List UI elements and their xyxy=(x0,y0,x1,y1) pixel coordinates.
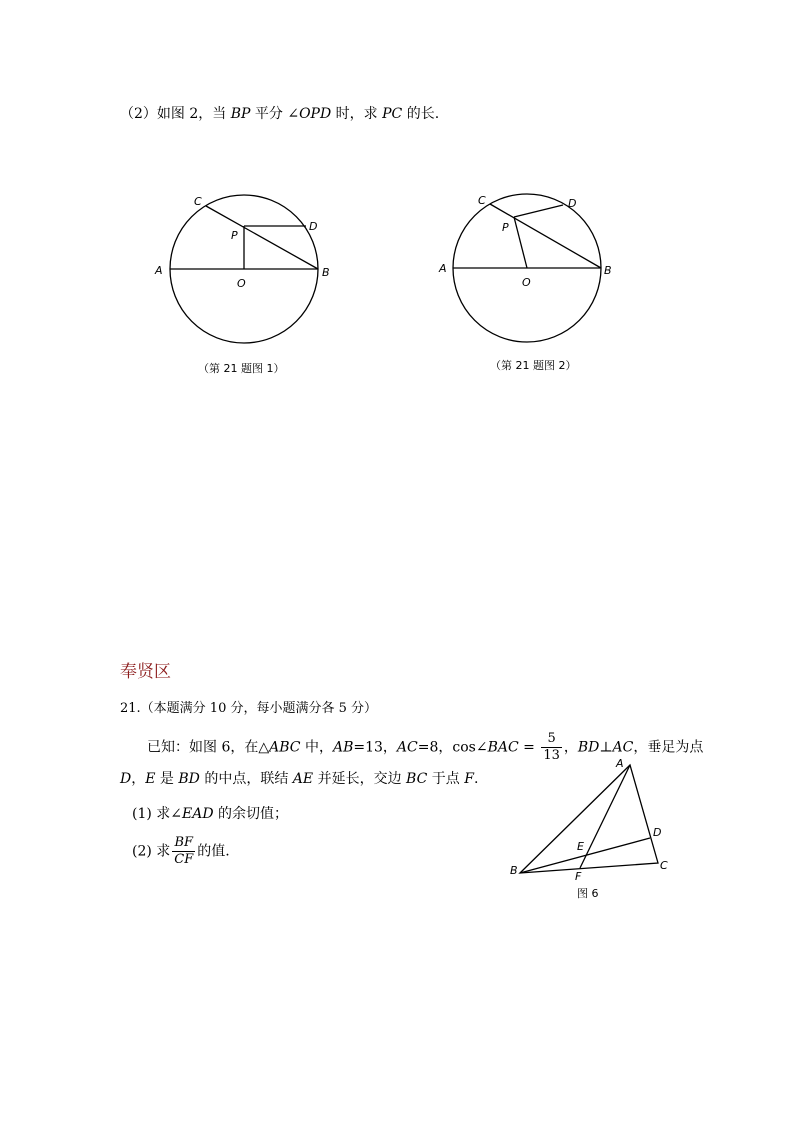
cos-fraction-denominator: 13 xyxy=(543,748,560,763)
figure-6-caption: 图 6 xyxy=(577,887,599,900)
given-e: = xyxy=(518,739,540,756)
line2-d: D xyxy=(120,771,132,787)
line2-b: 是 xyxy=(155,771,179,787)
figure-1-caption: （第 21 题图 1） xyxy=(198,362,285,375)
label-d-2: D xyxy=(568,197,577,210)
question-2-text xyxy=(120,103,439,123)
question-21-line-2 xyxy=(120,768,478,788)
given-bac: BAC xyxy=(487,739,519,756)
line2-d2: 并延长，交边 xyxy=(313,771,407,787)
figure-6-triangle-diagram xyxy=(505,752,675,882)
sub1-a: (1) 求∠ xyxy=(132,806,183,822)
triangle-abc xyxy=(520,765,658,873)
given-c: =13， xyxy=(353,739,397,756)
label-c-1: C xyxy=(194,195,202,208)
label-o-2: O xyxy=(522,276,531,289)
line2-bc: BC xyxy=(406,771,428,787)
sub1-b: 的余切值； xyxy=(213,806,289,822)
given-d: =8，cos∠ xyxy=(417,739,488,756)
figure-1-circle-diagram xyxy=(140,185,350,355)
district-heading: 奉贤区 xyxy=(120,662,171,682)
label-e-6: E xyxy=(577,840,584,853)
q2-prefix: （2）如图 2，当 xyxy=(120,106,231,122)
q2-suffix: 的长. xyxy=(402,106,440,122)
label-b-6: B xyxy=(510,864,518,877)
q2-bp: BP xyxy=(230,106,251,122)
line2-e2: 于点 xyxy=(427,771,465,787)
cf-denominator: CF xyxy=(174,852,194,867)
given-ac: AC xyxy=(396,739,418,756)
label-c-2: C xyxy=(478,194,486,207)
label-a-2: A xyxy=(439,262,447,275)
figure-2-caption: （第 21 题图 2） xyxy=(490,359,577,372)
chord-cb-1 xyxy=(206,206,318,269)
label-d-1: D xyxy=(309,220,318,233)
line2-end: . xyxy=(473,771,479,787)
bf-numerator: BF xyxy=(172,835,195,852)
line2-c: 的中点，联结 xyxy=(199,771,293,787)
given-f: ， xyxy=(563,739,578,756)
label-a-1: A xyxy=(155,264,163,277)
given-b: 中， xyxy=(300,739,333,756)
label-o-1: O xyxy=(237,277,246,290)
sub1-ead: EAD xyxy=(182,806,214,822)
q2-mid: 平分 xyxy=(250,106,288,122)
given-bd-perp-ac: BD⊥AC xyxy=(577,739,634,756)
label-a-6: A xyxy=(616,757,624,770)
label-c-6: C xyxy=(660,859,668,872)
chord-cb-2 xyxy=(490,204,601,268)
label-p-1: P xyxy=(231,229,238,242)
line2-ae: AE xyxy=(292,771,314,787)
given-g: ，垂足为点 xyxy=(633,739,704,756)
sub2-b: 的值. xyxy=(197,843,230,860)
label-f-6: F xyxy=(575,870,582,882)
given-a: 已知：如图 6，在△ xyxy=(147,739,270,756)
label-b-1: B xyxy=(322,266,330,279)
question-21-header: 21.（本题满分 10 分，每小题满分各 5 分） xyxy=(120,701,378,716)
segment-pd-2 xyxy=(514,205,563,217)
line2-e: E xyxy=(145,771,156,787)
label-b-2: B xyxy=(604,264,612,277)
q2-pc: PC xyxy=(382,106,403,122)
sub-question-1 xyxy=(132,803,288,823)
sub-question-2 xyxy=(132,835,230,868)
segment-af xyxy=(580,765,630,868)
given-abc: ABC xyxy=(269,739,301,756)
line2-f: F xyxy=(464,771,474,787)
figure-2-circle-diagram xyxy=(430,185,630,355)
given-ab: AB xyxy=(332,739,354,756)
label-p-2: P xyxy=(502,221,509,234)
line2-a: ， xyxy=(131,771,146,787)
sub2-a: (2) 求 xyxy=(132,843,171,860)
cos-fraction-numerator: 5 xyxy=(541,731,562,748)
line2-bd: BD xyxy=(178,771,200,787)
q2-mid2: 时，求 xyxy=(331,106,383,122)
q2-angle: ∠OPD xyxy=(287,106,332,122)
label-d-6: D xyxy=(653,826,662,839)
bf-cf-fraction xyxy=(172,835,195,868)
